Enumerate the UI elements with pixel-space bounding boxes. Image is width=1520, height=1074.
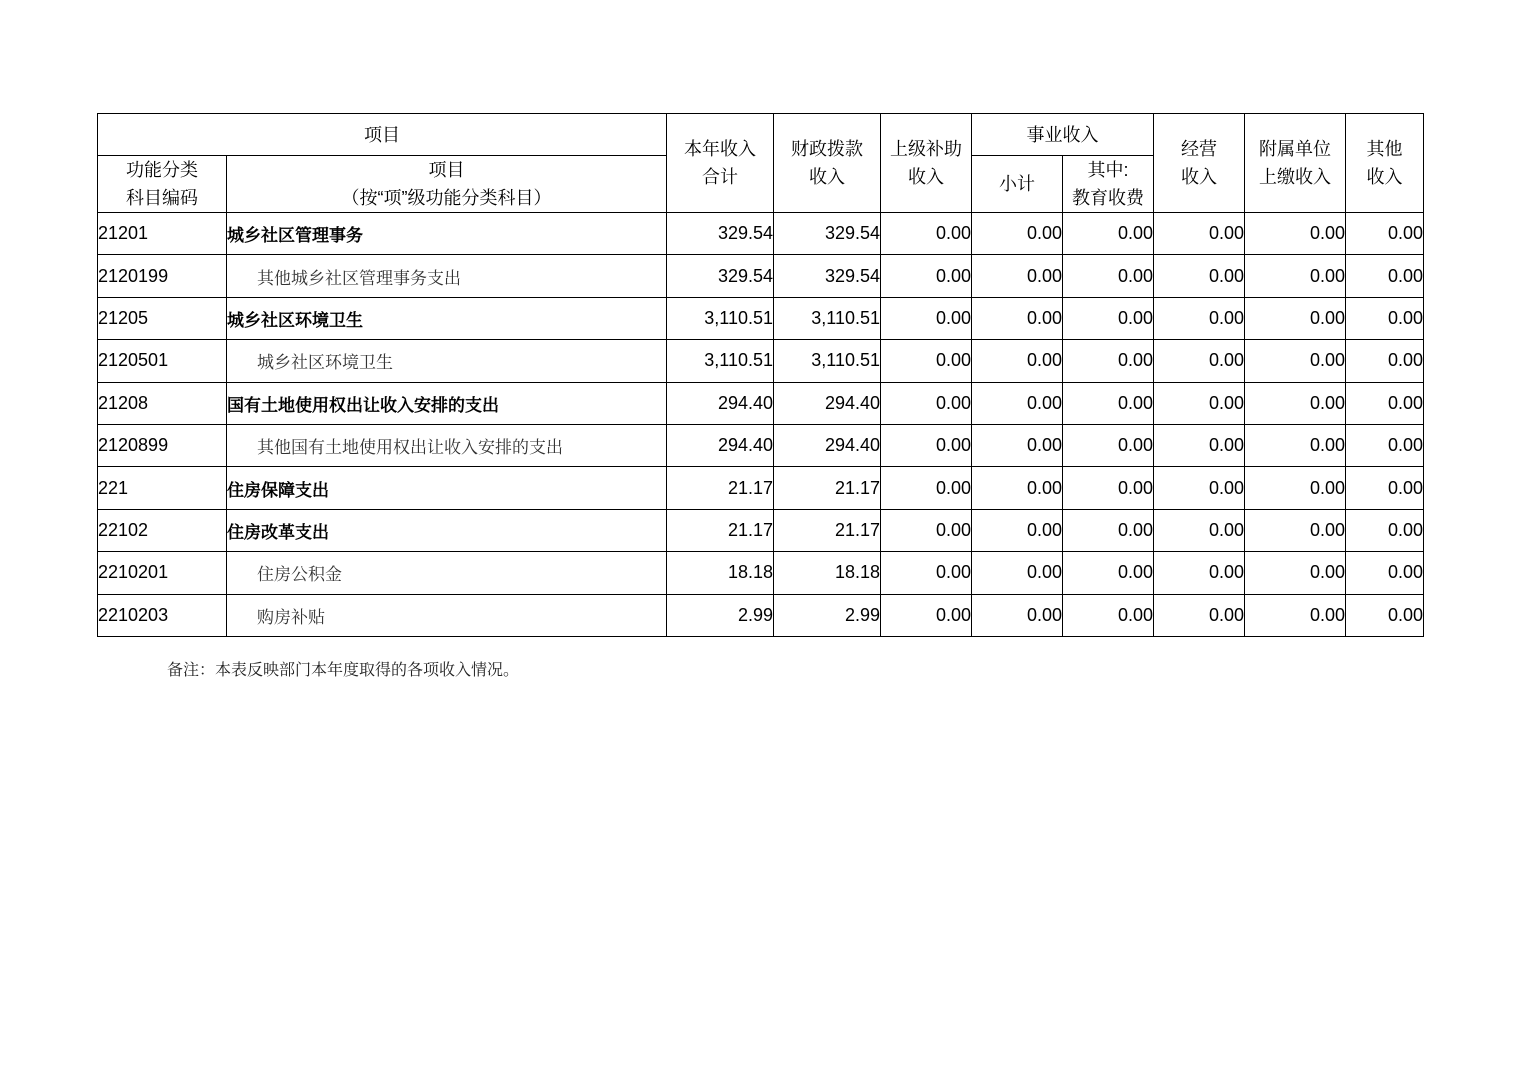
cell-operating: 0.00: [1154, 424, 1245, 466]
cell-operating: 0.00: [1154, 594, 1245, 636]
cell-operating: 0.00: [1154, 552, 1245, 594]
cell-code: 2210201: [98, 552, 227, 594]
cell-other: 0.00: [1346, 382, 1424, 424]
cell-career-edu: 0.00: [1063, 382, 1154, 424]
cell-operating: 0.00: [1154, 297, 1245, 339]
cell-total: 329.54: [667, 213, 774, 255]
cell-subsidy: 0.00: [881, 297, 972, 339]
cell-affiliated: 0.00: [1245, 255, 1346, 297]
cell-total: 294.40: [667, 382, 774, 424]
cell-career-edu: 0.00: [1063, 552, 1154, 594]
cell-other: 0.00: [1346, 213, 1424, 255]
cell-name: 其他国有土地使用权出让收入安排的支出: [227, 424, 667, 466]
cell-other: 0.00: [1346, 340, 1424, 382]
cell-operating: 0.00: [1154, 213, 1245, 255]
cell-name: 国有土地使用权出让收入安排的支出: [227, 382, 667, 424]
cell-career-subtotal: 0.00: [972, 297, 1063, 339]
cell-affiliated: 0.00: [1245, 424, 1346, 466]
footnote: 备注：本表反映部门本年度取得的各项收入情况。: [167, 660, 520, 679]
cell-other: 0.00: [1346, 509, 1424, 551]
cell-operating: 0.00: [1154, 509, 1245, 551]
cell-fiscal: 329.54: [774, 255, 881, 297]
cell-career-edu: 0.00: [1063, 509, 1154, 551]
cell-total: 21.17: [667, 467, 774, 509]
cell-subsidy: 0.00: [881, 467, 972, 509]
cell-fiscal: 329.54: [774, 213, 881, 255]
cell-total: 2.99: [667, 594, 774, 636]
cell-operating: 0.00: [1154, 255, 1245, 297]
cell-code: 21201: [98, 213, 227, 255]
cell-total: 294.40: [667, 424, 774, 466]
table-body: [98, 213, 1424, 637]
cell-fiscal: 2.99: [774, 594, 881, 636]
cell-career-subtotal: 0.00: [972, 424, 1063, 466]
career-income-header: 事业收入: [972, 114, 1154, 156]
table-header: [98, 114, 1424, 213]
table-row: [98, 467, 1424, 509]
cell-total: 21.17: [667, 509, 774, 551]
table-row: [98, 552, 1424, 594]
cell-code: 221: [98, 467, 227, 509]
cell-code: 2210203: [98, 594, 227, 636]
cell-code: 2120899: [98, 424, 227, 466]
cell-fiscal: 294.40: [774, 424, 881, 466]
cell-affiliated: 0.00: [1245, 382, 1346, 424]
cell-career-edu: 0.00: [1063, 467, 1154, 509]
income-table: [97, 113, 1424, 637]
education-fee-header: 其中: 教育收费: [1063, 156, 1154, 213]
cell-name: 住房保障支出: [227, 467, 667, 509]
table-row: [98, 255, 1424, 297]
cell-code: 2120199: [98, 255, 227, 297]
total-income-header: 本年收入 合计: [667, 114, 774, 213]
affiliated-income-header: 附属单位 上缴收入: [1245, 114, 1346, 213]
cell-subsidy: 0.00: [881, 509, 972, 551]
cell-fiscal: 21.17: [774, 467, 881, 509]
cell-subsidy: 0.00: [881, 552, 972, 594]
cell-total: 329.54: [667, 255, 774, 297]
career-subtotal-header: 小计: [972, 156, 1063, 213]
cell-name: 其他城乡社区管理事务支出: [227, 255, 667, 297]
cell-affiliated: 0.00: [1245, 552, 1346, 594]
cell-other: 0.00: [1346, 467, 1424, 509]
cell-fiscal: 3,110.51: [774, 297, 881, 339]
cell-career-subtotal: 0.00: [972, 509, 1063, 551]
cell-operating: 0.00: [1154, 382, 1245, 424]
cell-subsidy: 0.00: [881, 424, 972, 466]
cell-career-subtotal: 0.00: [972, 213, 1063, 255]
cell-career-edu: 0.00: [1063, 213, 1154, 255]
table-row: [98, 594, 1424, 636]
cell-career-subtotal: 0.00: [972, 382, 1063, 424]
cell-affiliated: 0.00: [1245, 297, 1346, 339]
name-header: 项目 （按“项”级功能分类科目）: [227, 156, 667, 213]
cell-operating: 0.00: [1154, 467, 1245, 509]
cell-affiliated: 0.00: [1245, 213, 1346, 255]
cell-subsidy: 0.00: [881, 255, 972, 297]
cell-code: 22102: [98, 509, 227, 551]
table-row: [98, 213, 1424, 255]
cell-career-subtotal: 0.00: [972, 552, 1063, 594]
cell-fiscal: 294.40: [774, 382, 881, 424]
cell-career-edu: 0.00: [1063, 255, 1154, 297]
fiscal-allocation-header: 财政拨款 收入: [774, 114, 881, 213]
cell-other: 0.00: [1346, 424, 1424, 466]
table-row: [98, 424, 1424, 466]
cell-fiscal: 21.17: [774, 509, 881, 551]
superior-subsidy-header: 上级补助 收入: [881, 114, 972, 213]
cell-career-subtotal: 0.00: [972, 340, 1063, 382]
cell-subsidy: 0.00: [881, 213, 972, 255]
cell-subsidy: 0.00: [881, 340, 972, 382]
cell-other: 0.00: [1346, 255, 1424, 297]
cell-affiliated: 0.00: [1245, 509, 1346, 551]
cell-name: 城乡社区环境卫生: [227, 297, 667, 339]
operating-income-header: 经营 收入: [1154, 114, 1245, 213]
cell-total: 3,110.51: [667, 340, 774, 382]
cell-name: 住房改革支出: [227, 509, 667, 551]
table-row: [98, 509, 1424, 551]
cell-career-subtotal: 0.00: [972, 467, 1063, 509]
table-row: [98, 382, 1424, 424]
cell-other: 0.00: [1346, 297, 1424, 339]
cell-career-edu: 0.00: [1063, 594, 1154, 636]
cell-career-subtotal: 0.00: [972, 255, 1063, 297]
cell-fiscal: 3,110.51: [774, 340, 881, 382]
cell-affiliated: 0.00: [1245, 467, 1346, 509]
cell-name: 城乡社区环境卫生: [227, 340, 667, 382]
cell-total: 3,110.51: [667, 297, 774, 339]
cell-other: 0.00: [1346, 594, 1424, 636]
code-header: 功能分类 科目编码: [98, 156, 227, 213]
table-row: [98, 297, 1424, 339]
other-income-header: 其他 收入: [1346, 114, 1424, 213]
cell-fiscal: 18.18: [774, 552, 881, 594]
cell-career-subtotal: 0.00: [972, 594, 1063, 636]
item-group-header: 项目: [98, 114, 667, 156]
cell-name: 城乡社区管理事务: [227, 213, 667, 255]
cell-affiliated: 0.00: [1245, 340, 1346, 382]
cell-name: 购房补贴: [227, 594, 667, 636]
cell-subsidy: 0.00: [881, 594, 972, 636]
cell-subsidy: 0.00: [881, 382, 972, 424]
table-row: [98, 340, 1424, 382]
cell-career-edu: 0.00: [1063, 424, 1154, 466]
cell-total: 18.18: [667, 552, 774, 594]
cell-code: 2120501: [98, 340, 227, 382]
cell-career-edu: 0.00: [1063, 297, 1154, 339]
cell-name: 住房公积金: [227, 552, 667, 594]
cell-affiliated: 0.00: [1245, 594, 1346, 636]
cell-operating: 0.00: [1154, 340, 1245, 382]
cell-code: 21205: [98, 297, 227, 339]
cell-other: 0.00: [1346, 552, 1424, 594]
cell-code: 21208: [98, 382, 227, 424]
cell-career-edu: 0.00: [1063, 340, 1154, 382]
